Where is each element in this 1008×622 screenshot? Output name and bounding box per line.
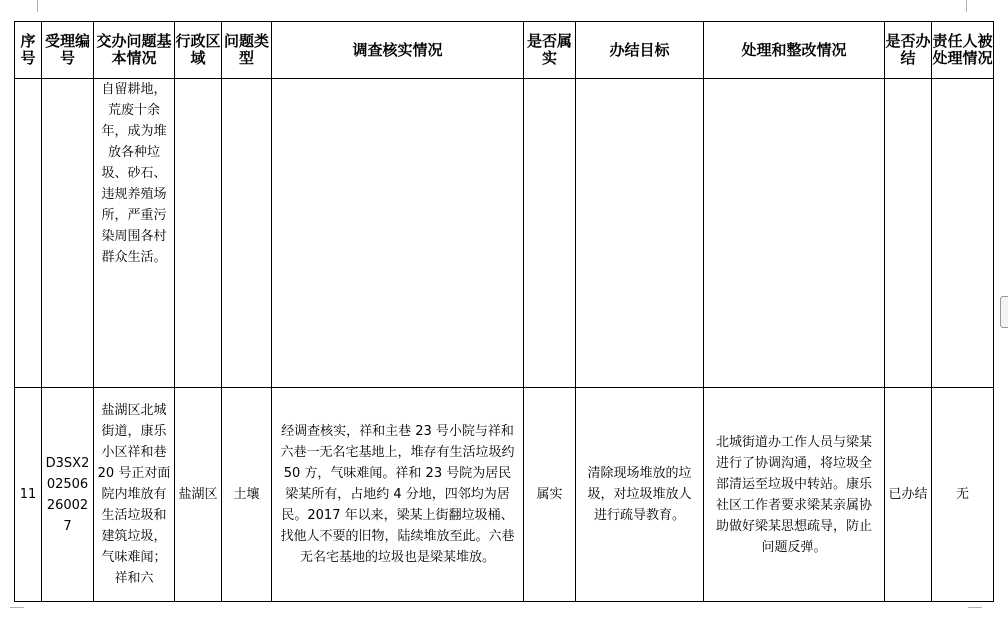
page-corner-mark	[23, 0, 38, 12]
header-type: 问题类型	[222, 22, 272, 79]
problem-cell: 盐湖区北城街道，康乐小区祥和巷 20 号正对面院内堆放有生活垃圾和建筑垃圾，气味难闻；祥和六	[94, 388, 175, 602]
table-row	[15, 388, 994, 602]
code-cell: D3SX20250626002 7	[42, 388, 94, 602]
code-cell	[42, 79, 94, 388]
rectification-cell	[704, 79, 885, 388]
index-cell	[15, 79, 42, 388]
completed-cell	[885, 79, 932, 388]
page-corner-mark	[968, 607, 982, 622]
header-index: 序号	[15, 22, 42, 79]
index-cell: 11	[15, 388, 42, 602]
header-region: 行政区域	[175, 22, 222, 79]
header-code: 受理编号	[42, 22, 94, 79]
investigation-cell	[272, 79, 524, 388]
accountability-cell	[932, 79, 994, 388]
true-status-cell: 属实	[524, 388, 576, 602]
header-completed: 是否办结	[885, 22, 932, 79]
region-cell: 盐湖区	[175, 388, 222, 602]
scroll-handle[interactable]	[1000, 296, 1008, 328]
header-problem: 交办问题基本情况	[94, 22, 175, 79]
goal-cell: 清除现场堆放的垃圾，对垃圾堆放人进行疏导教育。	[576, 388, 704, 602]
header-rectification: 处理和整改情况	[704, 22, 885, 79]
page-corner-mark	[10, 607, 24, 622]
table-row	[15, 79, 994, 388]
complaint-table	[14, 21, 994, 602]
type-cell: 土壤	[222, 388, 272, 602]
true-status-cell	[524, 79, 576, 388]
header-investigation: 调查核实情况	[272, 22, 524, 79]
header-goal: 办结目标	[576, 22, 704, 79]
header-true-status: 是否属实	[524, 22, 576, 79]
rectification-cell: 北城街道办工作人员与梁某进行了协调沟通，将垃圾全部清运至垃圾中转站。康乐社区工作者要求梁某亲属协助做好梁某思想疏导，防止问题反弹。	[704, 388, 885, 602]
header-accountability: 责任人被处理情况	[932, 22, 994, 79]
investigation-cell: 经调查核实，祥和主巷 23 号小院与祥和六巷一无名宅基地上，堆存有生活垃圾约 50 方，气味难闻。祥和 23 号院为居民梁某所有，占地约 4 分地，四邻均为居民。2017 年以来，梁某上街翻垃圾桶、找他人不要的旧物，陆续堆放至此。六巷无名宅基地的垃圾也是梁某堆放。	[272, 388, 524, 602]
problem-cell: 自留耕地，荒废十余年，成为堆放各种垃圾、砂石、违规养殖场所，严重污染周围各村群众生活。	[94, 79, 175, 388]
header-row	[15, 22, 994, 79]
accountability-cell: 无	[932, 388, 994, 602]
region-cell	[175, 79, 222, 388]
page-corner-mark	[966, 0, 981, 12]
completed-cell: 已办结	[885, 388, 932, 602]
type-cell	[222, 79, 272, 388]
goal-cell	[576, 79, 704, 388]
